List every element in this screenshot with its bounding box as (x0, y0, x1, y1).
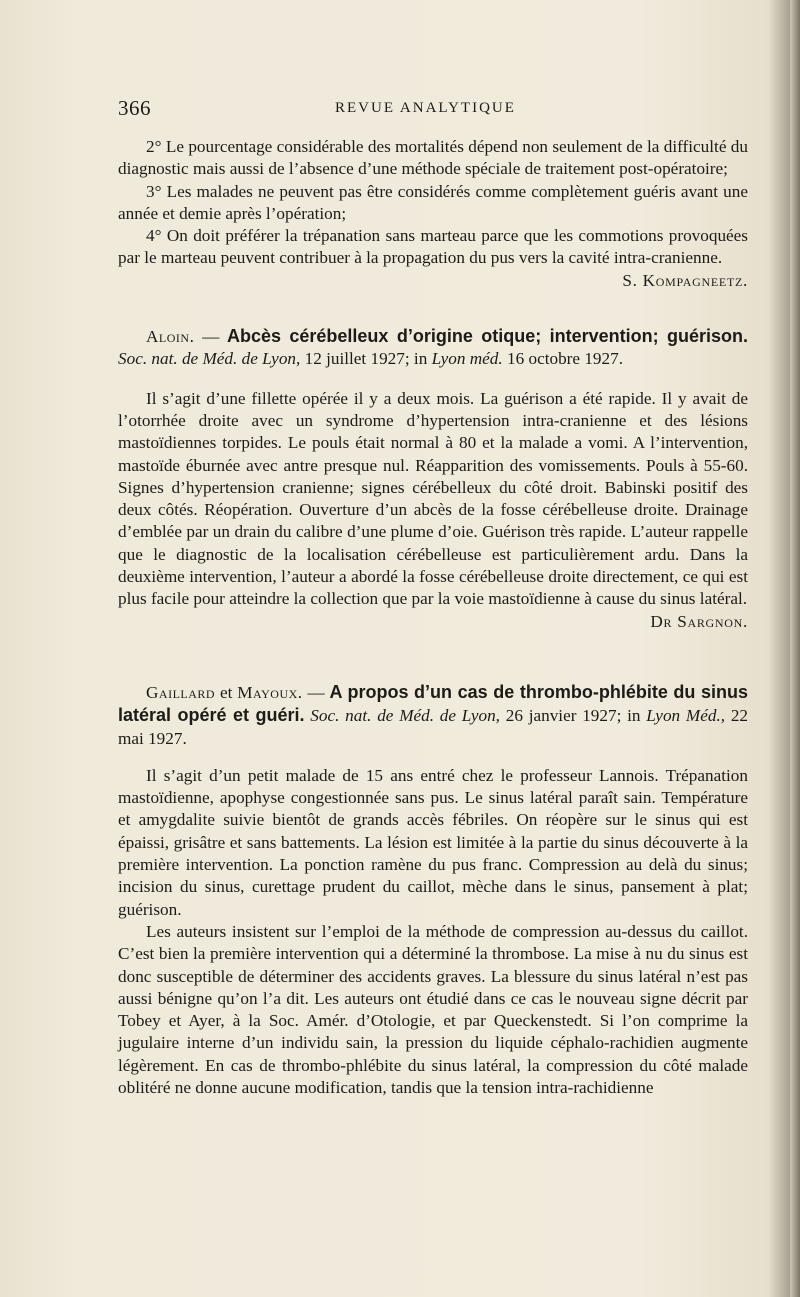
page-number: 366 (118, 96, 151, 120)
entry-dash: — (194, 327, 227, 347)
signature: Dr Sargnon. (650, 611, 748, 631)
entry-heading (118, 681, 748, 750)
entry-author: Gaillard (146, 682, 216, 702)
entry-source-journal: Soc. nat. de Méd. de Lyon, (310, 706, 500, 726)
entry-paragraph (118, 388, 748, 631)
entry-body-text: Il s’agit d’une fillette opérée il y a deux mois. La guérison a été rapide. Il y avait de l’otorrhée droite avec un syndrome d’hypertension intra-cranienne et des lésions mastoïdiennes torpides. Le pouls était normal à 80 et la malade a vomi. A l’intervention, mastoïde éburnée avec antre presque nul. Réapparition des vomissements. Pouls à 55-60. Signes d’hypertension cranienne; signes cérébelleux du côté droit. Babinski positif des deux côtés. Réopération. Ouverture d’un abcès de la fosse cérébelleuse droite. Drainage d’emblée par un drain du calibre d’une plume d’oie. Guérison très rapide. L’auteur rappelle que le diagnostic de la localisation cérébelleuse est particulièrement ardu. Dans la deuxième intervention, l’auteur a abordé la fosse cérébelleuse droite directement, ce qui est plus facile pour atteindre la collection que par la voie mastoïdienne à cause du sinus latéral. (118, 388, 748, 609)
entry-source-date: 22 mai 1927. (118, 706, 749, 748)
entry-source-journal: Lyon Méd., (646, 706, 726, 726)
entry-heading (118, 325, 748, 371)
entry-title: A propos d’un cas de thrombo-phlébite du sinus latéral opéré et guéri. (118, 681, 749, 726)
entry-title: Abcès cérébelleux d’origine otique; intervention; guérison. (226, 326, 749, 347)
page-edge-shadow (790, 0, 800, 1297)
entry-source-date: 16 octobre 1927. (502, 349, 623, 369)
entry-paragraph: Les auteurs insistent sur l’emploi de la méthode de compression au-dessus du caillot. C’est bien la première intervention qui a déterminé la thrombose. La mise à nu du sinus est donc susceptible de déterminer des accidents graves. La blessure du sinus latéral n’est pas aussi bénigne qu’on l’a dit. Les auteurs ont étudié dans ce cas le nouveau signe décrit par Tobey et Ayer, à la Soc. Amér. d’Otologie, et par Queckenstedt. Si l’on comprime la jugulaire interne d’un individu sain, la pression du liquide céphalo-rachidien augmente légèrement. En cas de thrombo-phlébite du sinus latéral, la compression du côté malade oblitéré ne donne aucune modification, tandis que la tension intra-rachidienne (118, 921, 748, 1097)
entry-source-journal: Lyon méd. (431, 349, 503, 369)
article-body (118, 136, 748, 1099)
signature: S. Kompagneetz. (622, 270, 748, 290)
entry-source-date: 12 juillet 1927; in (300, 349, 432, 369)
entry-author: Aloin. (146, 327, 195, 347)
list-item: 3° Les malades ne peuvent pas être considérés comme complètement guéris avant une année et demie après l’opération; (118, 181, 748, 223)
entry-dash: — (302, 682, 330, 702)
entry-conjunction: et (215, 682, 238, 702)
entry-source-date: 26 janvier 1927; in (499, 706, 647, 726)
running-header (118, 96, 748, 120)
running-title: REVUE ANALYTIQUE (335, 100, 516, 116)
list-item (118, 225, 748, 290)
list-item-text: 4° On doit préférer la trépanation sans marteau parce que les commotions provoquées par le marteau peuvent contribuer à la propagation du pus vers la cavité intra-cranienne. (118, 226, 748, 268)
entry-source-journal: Soc. nat. de Méd. de Lyon, (118, 349, 301, 369)
list-item: 2° Le pourcentage considérable des mortalités dépend non seulement de la difficulté du diagnostic mais aussi de l’absence d’une méthode spéciale de traitement post-opératoire; (118, 137, 748, 179)
entry-paragraph: Il s’agit d’un petit malade de 15 ans entré chez le professeur Lannois. Trépanation mastoïdienne, apophyse congestionnée sans pus. Le sinus latéral paraît sain. Température et amygdalite suivie bientôt de grands accès fébriles. On réopère sur le sinus qui est épaissi, grisâtre et sans battements. La lésion est limitée à la partie du sinus découverte à la première intervention. La ponction ramène du pus franc. Compression au delà du sinus; incision du sinus, curettage prudent du caillot, mèche dans le sinus, pansement à plat; guérison. (118, 765, 748, 919)
entry-author: Mayoux. (237, 682, 303, 702)
